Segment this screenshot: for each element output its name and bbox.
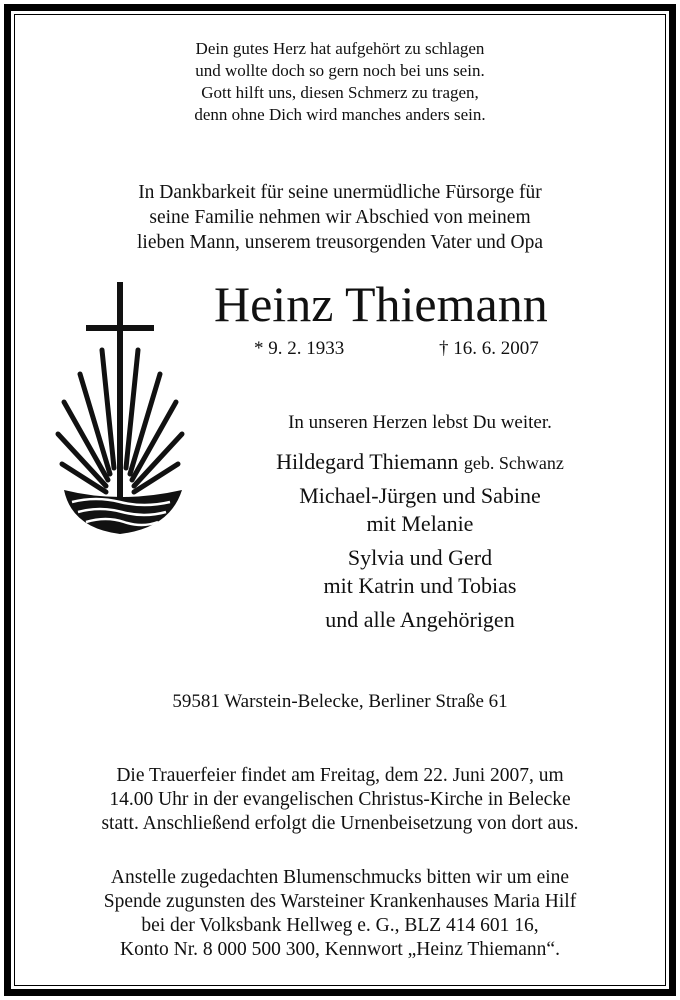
ceremony-notice [0, 764, 680, 836]
poem-line: und wollte doch so gern noch bei uns sein. [195, 61, 485, 80]
intro-line: seine Familie nehmen wir Abschied von meinem [149, 207, 531, 228]
birth-date: * 9. 2. 1933 [254, 338, 345, 359]
intro-line: lieben Mann, unserem treusorgenden Vater und Opa [137, 232, 543, 253]
daughter-family [195, 544, 645, 600]
ceremony-line: statt. Anschließend erfolgt die Urnenbeisetzung von dort aus. [101, 813, 579, 834]
son-line: Michael-Jürgen und Sabine [299, 483, 541, 508]
donation-notice [0, 866, 680, 962]
motto: In unseren Herzen lebst Du weiter. [288, 412, 552, 433]
intro-line: In Dankbarkeit für seine unermüdliche Fürsorge für [138, 182, 542, 203]
ceremony-line: Die Trauerfeier findet am Freitag, dem 22. Juni 2007, um [116, 765, 564, 786]
intro-text [0, 180, 680, 255]
death-date: † 16. 6. 2007 [439, 338, 539, 359]
poem-line: Dein gutes Herz hat aufgehört zu schlagen [195, 39, 485, 58]
donation-line: Konto Nr. 8 000 500 300, Kennwort „Heinz Thiemann“. [120, 939, 560, 960]
donation-line: Anstelle zugedachten Blumenschmucks bitten wir um eine [110, 867, 570, 888]
donation-line: Spende zugunsten des Warsteiner Krankenhauses Maria Hilf [103, 891, 577, 912]
widow-name: Hildegard Thiemann [276, 449, 459, 474]
cross-with-rays-icon [50, 278, 200, 540]
poem-verse [0, 38, 680, 126]
widow-birth-name: geb. Schwanz [463, 453, 564, 473]
address: 59581 Warstein-Belecke, Berliner Straße 61 [172, 691, 508, 712]
son-line: mit Melanie [366, 511, 474, 536]
son-family [195, 482, 645, 538]
deceased-name: Heinz Thiemann [214, 276, 548, 332]
ceremony-line: 14.00 Uhr in der evangelischen Christus-Kirche in Belecke [109, 789, 571, 810]
poem-line: denn ohne Dich wird manches anders sein. [194, 105, 486, 124]
relatives-line: und alle Angehörigen [325, 607, 515, 632]
daughter-line: mit Katrin und Tobias [323, 573, 517, 598]
widow-line [195, 448, 645, 477]
daughter-line: Sylvia und Gerd [347, 545, 493, 570]
donation-line: bei der Volksbank Hellweg e. G., BLZ 414 601 16, [141, 915, 539, 936]
poem-line: Gott hilft uns, diesen Schmerz zu tragen, [201, 83, 479, 102]
